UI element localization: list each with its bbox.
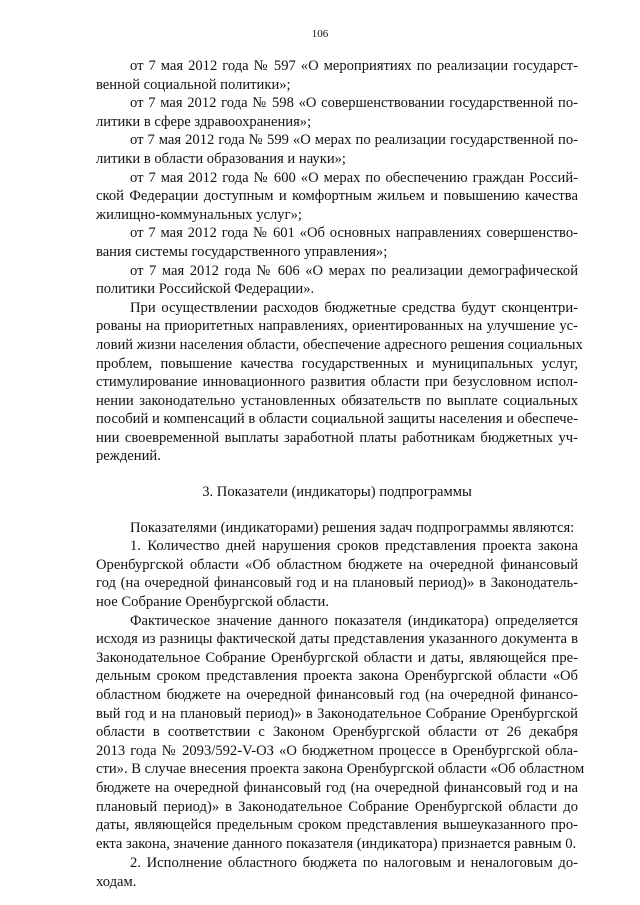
decree-598-line-1: от 7 мая 2012 года № 598 «О совершенствовании государственной по- <box>130 95 578 111</box>
decree-600-line-2: ской Федерации доступным и комфортным жильем и повышению качества <box>96 188 578 204</box>
indicator-1-line: год (на очередной финансовый год и на плановый период)» в Законодатель- <box>96 575 578 591</box>
decree-606-line-1: от 7 мая 2012 года № 606 «О мерах по реализации демографической <box>130 263 578 279</box>
page-number: 106 <box>311 28 329 40</box>
paragraph-line: проблем, повышение качества государственных и муниципальных услуг, <box>96 356 578 372</box>
indicator-2-line: ходам. <box>96 874 137 890</box>
decree-597-line-1: от 7 мая 2012 года № 597 «О мероприятиях по реализации государст- <box>130 58 578 74</box>
indicator-2-line: 2. Исполнение областного бюджета по налоговым и неналоговым до- <box>130 855 578 871</box>
paragraph-line: стимулирование инновационного развития области при безусловном испол- <box>96 374 578 390</box>
indicator-1-line: Оренбургской области «Об областном бюджете на очередной финансовый <box>96 557 578 573</box>
indicator-1-line: ное Собрание Оренбургской области. <box>96 594 329 610</box>
decree-599-line-2: литики в области образования и науки»; <box>96 151 346 167</box>
indicator-1-line: 1. Количество дней нарушения сроков представления проекта закона <box>130 538 578 554</box>
indicators-intro: Показателями (индикаторами) решения задач подпрограммы являются: <box>130 520 575 536</box>
paragraph-line: реждений. <box>96 448 161 464</box>
indicator-1-description-line: области в соответствии с Законом Оренбургской области от 26 декабря <box>96 724 578 740</box>
indicator-1-description-line: сти». В случае внесения проекта закона Оренбургской области «Об областном <box>96 761 585 777</box>
paragraph-line: пособий и компенсаций в области социальной защиты населения и обеспече- <box>96 411 578 427</box>
indicator-1-description-line: Законодательное Собрание Оренбургской области и даты, являющейся пре- <box>96 650 578 666</box>
indicator-1-description-line: 2013 года № 2093/592-V-ОЗ «О бюджетном процессе в Оренбургской обла- <box>96 743 578 759</box>
indicator-1-description-line: областном бюджете на очередной финансовый год (на очередной финансо- <box>96 687 578 703</box>
decree-597-line-2: венной социальной политики»; <box>96 77 291 93</box>
indicator-1-description-line: екта закона, значение данного показателя (индикатора) признается равным 0. <box>96 836 577 852</box>
decree-601-line-2: вания системы государственного управления»; <box>96 244 388 260</box>
indicator-1-description-line: дельным сроком представления проекта закона Оренбургской области «Об <box>96 668 578 684</box>
decree-601-line-1: от 7 мая 2012 года № 601 «Об основных направлениях совершенство- <box>130 225 578 241</box>
indicator-1-description-line: даты, являющейся предельным сроком представления вышеуказанного про- <box>96 817 578 833</box>
indicator-1-description-line: Фактическое значение данного показателя (индикатора) определяется <box>130 613 578 629</box>
decree-600-line-1: от 7 мая 2012 года № 600 «О мерах по обеспечению граждан Россий- <box>130 170 578 186</box>
paragraph-line: При осуществлении расходов бюджетные средства будут сконцентри- <box>130 300 578 316</box>
decree-600-line-3: жилищно-коммунальных услуг»; <box>96 207 302 223</box>
paragraph-line: рованы на приоритетных направлениях, ориентированных на улучшение ус- <box>96 318 578 334</box>
decree-598-line-2: литики в сфере здравоохранения»; <box>96 114 312 130</box>
decree-606-line-2: политики Российской Федерации». <box>96 281 315 297</box>
paragraph-line: нии своевременной выплаты заработной платы работникам бюджетных уч- <box>96 430 578 446</box>
indicator-1-description-line: бюджете на очередной финансовый год (на очередной финансовый год и на <box>96 780 578 796</box>
paragraph-line: нении законодательно установленных обязательств по выплате социальных <box>96 393 578 409</box>
indicator-1-description-line: вый год и на плановый период)» в Законодательное Собрание Оренбургской <box>96 706 578 722</box>
indicator-1-description-line: плановый период)» в Законодательное Собрание Оренбургской области до <box>96 799 578 815</box>
paragraph-line: ловий жизни населения области, обеспечение адресного решения социальных <box>96 337 583 353</box>
section-heading: 3. Показатели (индикаторы) подпрограммы <box>202 484 472 500</box>
decree-599-line-1: от 7 мая 2012 года № 599 «О мерах по реализации государственной по- <box>130 132 578 148</box>
indicator-1-description-line: исходя из разницы фактической даты представления указанного документа в <box>96 631 578 647</box>
